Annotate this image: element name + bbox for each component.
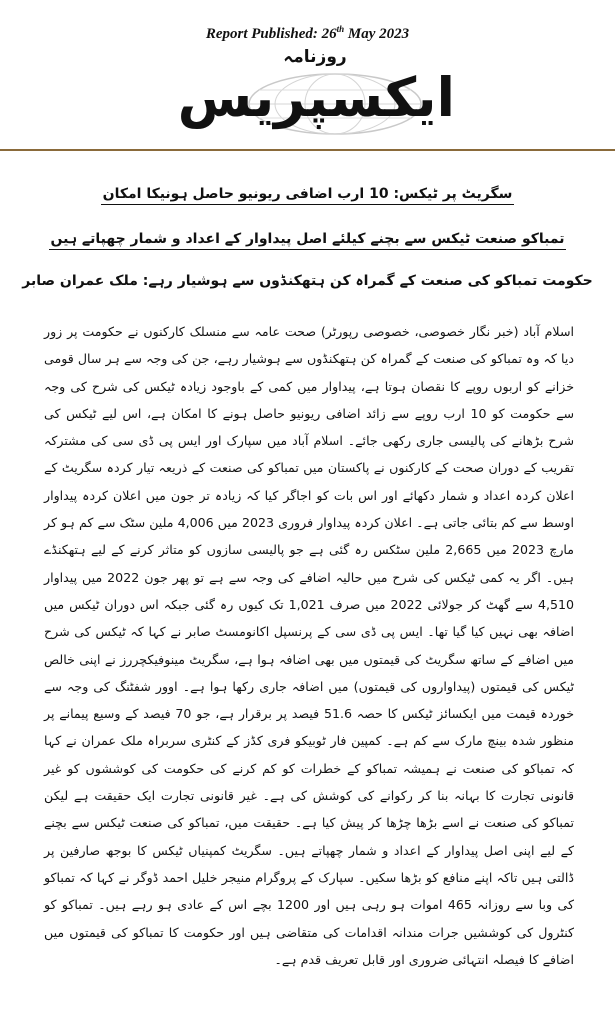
report-date-prefix: Report Published: 26	[205, 26, 337, 42]
headline-secondary-text: تمباکو صنعت ٹیکس سے بچنے کیلئے اصل پیداوار کے اعداد و شمار چھپاتے ہیں	[49, 231, 567, 250]
headline-main-text: سگریٹ پر ٹیکس: 10 ارب اضافی ریونیو حاصل ہونیکا امکان	[101, 186, 515, 205]
article-body: اسلام آباد (خبر نگار خصوصی، خصوصی رپورٹر) صحت عامہ سے منسلک کارکنوں نے حکومت پر زور دیا کہ وہ تمباکو کی صنعت کے گمراہ کن ہتھکنڈوں سے ہوشیار رہے، جن کی وجہ سے ہر سال قومی خزانے کو اربوں روپے کا نقصان ہوتا ہے، پیداوار میں کمی کے باوجود زیادہ ٹیکس کی شرح کی وجہ سے حکومت کو 10 ارب روپے سے زائد اضافی ریونیو حاصل ہونے کا امکان ہے، اس لیے ٹیکس کی شرح بڑھانے کی پالیسی جاری رکھی جائے۔ اسلام آباد میں سپارک اور ایس پی ڈی سی کی مشترکہ تقریب کے دوران صحت کے کارکنوں نے پاکستان میں تمباکو کی صنعت کے ذریعہ تیار کردہ سگریٹ کے اعلان کردہ اعداد و شمار دکھائے اور اس بات کو اجاگر کیا کہ زیادہ تر جون میں اعلان کردہ پیداوار اوسط سے کم بتائی جاتی ہے۔ اعلان کردہ پیداوار فروری 2023 میں 4,006 ملین سٹک سے کم ہو کر مارچ 2023 میں 2,665 ملین سٹکس رہ گئی ہے جو پالیسی سازوں کو متاثر کرنے کے لیے ہتھکنڈے ہیں۔ اگر یہ کمی ٹیکس کی شرح میں حالیہ اضافے کی وجہ سے ہے تو پھر جون 2022 میں پیداوار 4,510 سے گھٹ کر جولائی 2022 میں صرف 1,021 تک کیوں رہ گئی جبکہ اس دوران ٹیکس میں اضافہ بھی نہیں کیا گیا تھا۔ ایس پی ڈی سی کے پرنسپل اکانومسٹ صابر نے کہا کہ ٹیکس کی شرح میں اضافے کے ساتھ سگریٹ کی قیمتوں میں بھی اضافہ ہوا ہے، سگریٹ مینوفیکچررز نے اپنی خالص ٹیکس کی قیمتوں (پیداواروں کی قیمتوں) میں اضافہ جاری رکھا ہوا ہے۔ اوور شفٹنگ کی وجہ سے خوردہ قیمت میں ایکسائز ٹیکس کا حصہ 51.6 فیصد پر برقرار ہے، جو 70 فیصد کے وسیع پیمانے پر منظور شدہ بینچ مارک سے کم ہے۔ کمپین فار ٹوبیکو فری کڈز کے کنٹری سربراہ ملک عمران نے کہا کہ تمباکو کی صنعت نے ہمیشہ تمباکو کے خطرات کو کم کرنے کی حکومت کی کوششوں کو غیر قانونی تجارت کا بہانہ بنا کر رکوانے کی کوشش کی ہے۔ غیر قانونی تجارت ایک حقیقت ہے لیکن تمباکو کی صنعت نے اسے بڑھا چڑھا کر پیش کیا ہے۔ حقیقت میں، تمباکو کی صنعت ٹیکس سے بچنے کے لیے اپنی اصل پیداوار کے اعداد و شمار چھپاتے ہیں۔ سگریٹ کمپنیاں ٹیکس کا بوجھ صارفین پر ڈالتی ہیں تاکہ اپنے منافع کو بڑھا سکیں۔ سپارک کے پروگرام منیجر خلیل احمد ڈوگر نے کہا کہ تمباکو کی وبا سے روزانہ 465 اموات ہو رہی ہیں اور 1200 بچے اس کے عادی ہو رہے ہیں۔ تمباکو کو کنٹرول کی کوششیں جرات مندانہ اقدامات کی متقاضی ہیں اور حکومت کا تمباکو کی قیمتوں میں اضافے کا فیصلہ انتہائی ضروری اور قابل تعریف قدم ہے۔	[44, 324, 575, 967]
headline-secondary	[0, 231, 615, 247]
headline-tertiary-text: حکومت تمباکو کی صنعت کے گمراہ کن ہتھکنڈوں سے ہوشیار رہے: ملک عمران صابر	[22, 273, 593, 289]
report-published-line	[0, 24, 615, 43]
header-divider	[0, 149, 615, 151]
report-date-ordinal: th	[336, 24, 345, 34]
logo-roznama: روزنامہ	[283, 47, 347, 67]
logo-express: ایکسپریس	[177, 66, 455, 129]
report-date-suffix: May 2023	[344, 26, 410, 42]
express-newspaper-logo	[177, 46, 455, 146]
headline-tertiary	[0, 273, 615, 289]
headline-main	[0, 186, 615, 202]
